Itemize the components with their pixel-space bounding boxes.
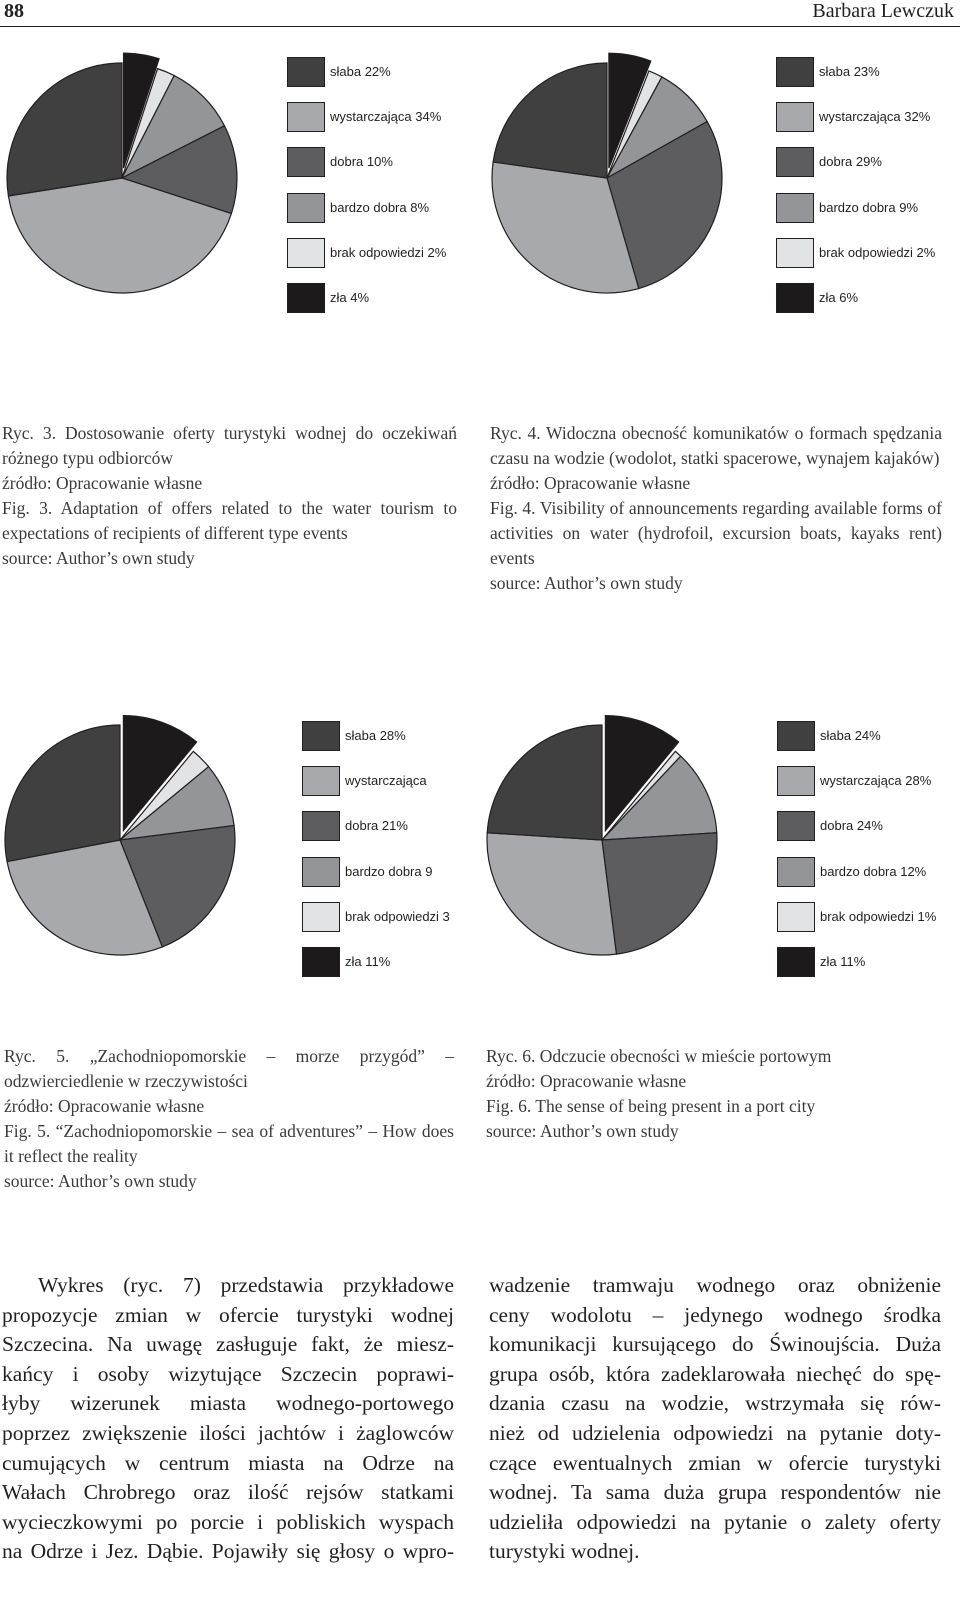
legend-label: słaba 28% — [345, 728, 406, 743]
legend-label: zła 11% — [820, 954, 866, 969]
body-line: wodnej. Ta sama duża grupa respondentów nie — [489, 1480, 941, 1505]
body-line: Wałach Chrobrego oraz ilość rejsów statkami — [2, 1480, 454, 1505]
caption-title-en: Fig. 3. Adaptation of offers related to the water tourism to expectations of recipients of different type events — [2, 498, 457, 543]
pie-chart-fig6 — [472, 710, 732, 970]
legend-swatch — [287, 193, 325, 223]
body-line: turystyki wodnej. — [489, 1539, 640, 1564]
caption-title-pl: Ryc. 6. Odczucie obecności w mieście portowym — [486, 1046, 832, 1066]
legend-swatch — [302, 766, 340, 796]
body-line: kańcy i osoby wizytujące Szczecin poprawi- — [2, 1361, 454, 1386]
legend-swatch — [302, 811, 340, 841]
legend-label: dobra 24% — [820, 818, 883, 834]
legend-label: wystarczająca — [345, 773, 427, 789]
legend-label: dobra 29% — [819, 154, 882, 170]
legend-swatch — [776, 147, 814, 177]
body-line: wadzenie tramwaju wodnego oraz obniżenie — [489, 1273, 941, 1297]
legend-swatch — [302, 857, 340, 887]
legend-swatch — [777, 902, 815, 932]
legend-swatch — [302, 721, 340, 751]
legend-label: słaba 24% — [820, 728, 881, 743]
legend-swatch — [776, 193, 814, 223]
pie-chart-fig5 — [0, 710, 250, 970]
legend-label: wystarczająca 28% — [820, 773, 932, 789]
legend-swatch — [302, 902, 340, 932]
legend-swatch — [776, 283, 814, 313]
legend-swatch — [777, 766, 815, 796]
caption-source-pl: źródło: Opracowanie własne — [2, 473, 203, 493]
body-line: na Odrze i Jez. Dąbie. Pojawiły się głosy o wpro- — [2, 1539, 454, 1564]
pie-slice-wystarczająca — [487, 833, 616, 955]
pie-slice-słaba — [5, 725, 120, 862]
legend-label: zła 4% — [330, 290, 370, 305]
pie-slice-słaba — [493, 63, 607, 178]
body-line: komunikacji kursującego do Świnoujścia. Duża — [489, 1332, 941, 1357]
body-text-right-column — [489, 1271, 941, 1567]
caption-fig5 — [4, 1044, 454, 1194]
pie-chart-fig4 — [477, 48, 737, 308]
pie-slice-dobra — [602, 833, 717, 954]
legend-label: brak odpowiedzi 2% — [819, 244, 936, 260]
legend-label: wystarczająca 34% — [330, 109, 442, 125]
caption-title-pl: Ryc. 5. „Zachodniopomorskie – morze przygód” – odzwierciedlenie w rzeczywistości — [4, 1046, 454, 1091]
caption-source-pl: źródło: Opracowanie własne — [490, 473, 691, 493]
legend-label: bardzo dobra 8% — [330, 199, 430, 215]
legend-swatch — [287, 57, 325, 87]
legend-label: brak odpowiedzi 2% — [330, 244, 447, 260]
pie-chart-fig3 — [0, 48, 252, 308]
caption-fig6 — [486, 1044, 941, 1144]
legend-label: zła 6% — [819, 290, 859, 305]
legend-swatch — [776, 57, 814, 87]
body-line: propozycje zmian w ofercie turystyki wodnej — [2, 1302, 454, 1327]
legend-swatch — [287, 147, 325, 177]
legend-label: słaba 23% — [819, 64, 880, 79]
legend-swatch — [287, 283, 325, 313]
body-line: udzieliła odpowiedzi na pytanie o zalety oferty — [489, 1509, 941, 1534]
body-line: czące ewentualnych zmian w ofercie turystyki — [489, 1450, 941, 1475]
body-text-left-column — [2, 1271, 454, 1567]
figure-5 — [0, 700, 480, 1000]
page-number: 88 — [4, 0, 24, 22]
legend-label: bardzo dobra 12% — [820, 863, 927, 879]
caption-source-en: source: Author’s own study — [486, 1121, 679, 1141]
running-head-author: Barbara Lewczuk — [812, 0, 954, 22]
caption-title-pl: Ryc. 3. Dostosowanie oferty turystyki wodnej do oczekiwań różnego typu odbiorców — [2, 423, 457, 468]
legend-swatch — [776, 238, 814, 268]
legend-label: brak odpowiedzi 1% — [820, 908, 937, 924]
legend-label: słaba 22% — [330, 64, 391, 79]
caption-title-en: Fig. 5. “Zachodniopomorskie – sea of adventures” – How does it reflect the reality — [4, 1121, 454, 1166]
caption-source-pl: źródło: Opracowanie własne — [4, 1096, 205, 1116]
body-line: cumujących w centrum miasta na Odrze na — [2, 1450, 454, 1475]
legend-swatch — [777, 811, 815, 841]
caption-title-pl: Ryc. 4. Widoczna obecność komunikatów o formach spędzania czasu na wodzie (wodolot, statki spacerowe, wynajem kajaków) — [490, 423, 942, 468]
body-line: ceny wodolotu – jedynego wodnego środka — [489, 1302, 941, 1327]
legend-swatch — [302, 947, 340, 977]
legend-label: dobra 21% — [345, 818, 408, 834]
pie-slice-słaba — [7, 63, 122, 196]
pie-slice-słaba — [487, 725, 602, 840]
legend-swatch — [776, 102, 814, 132]
body-line: łyby wizerunek miasta wodnego-portowego — [2, 1391, 454, 1416]
figure-6 — [480, 700, 960, 1000]
caption-title-en: Fig. 6. The sense of being present in a port city — [486, 1096, 816, 1116]
body-line: grupa osób, która zadeklarowała niechęć do spę- — [489, 1361, 941, 1386]
caption-source-en: source: Author’s own study — [4, 1171, 197, 1191]
legend-label: bardzo dobra 9 — [345, 863, 433, 879]
legend-label: bardzo dobra 9% — [819, 199, 919, 215]
body-line: wycieczkowymi po porcie i pobliskich wyspach — [2, 1509, 454, 1534]
caption-fig3 — [2, 421, 457, 571]
legend-swatch — [777, 947, 815, 977]
legend-swatch — [287, 102, 325, 132]
legend-swatch — [777, 721, 815, 751]
legend-label: zła 11% — [345, 954, 391, 969]
body-line: dzania czasu na wodzie, wstrzymała się rów- — [489, 1391, 941, 1416]
caption-title-en: Fig. 4. Visibility of announcements regarding available forms of activities on water (hydrofoil, excursion boats, kayaks rent) events — [490, 498, 942, 568]
caption-fig4 — [490, 421, 942, 596]
body-line: nież od udzielenia odpowiedzi na pytanie doty- — [489, 1420, 941, 1445]
legend-swatch — [777, 857, 815, 887]
legend-label: brak odpowiedzi 3 — [345, 908, 450, 924]
legend-swatch — [287, 238, 325, 268]
legend-label: wystarczająca 32% — [819, 109, 931, 125]
caption-source-en: source: Author’s own study — [2, 548, 195, 568]
caption-source-en: source: Author’s own study — [490, 573, 683, 593]
legend-label: dobra 10% — [330, 154, 393, 170]
body-line: Szczecina. Na uwagę zasługuje fakt, że miesz- — [2, 1332, 454, 1357]
body-line: Wykres (ryc. 7) przedstawia przykładowe — [38, 1273, 454, 1297]
caption-source-pl: źródło: Opracowanie własne — [486, 1071, 687, 1091]
body-line: poprzez zwiększenie ilości jachtów i żaglowców — [2, 1420, 454, 1445]
